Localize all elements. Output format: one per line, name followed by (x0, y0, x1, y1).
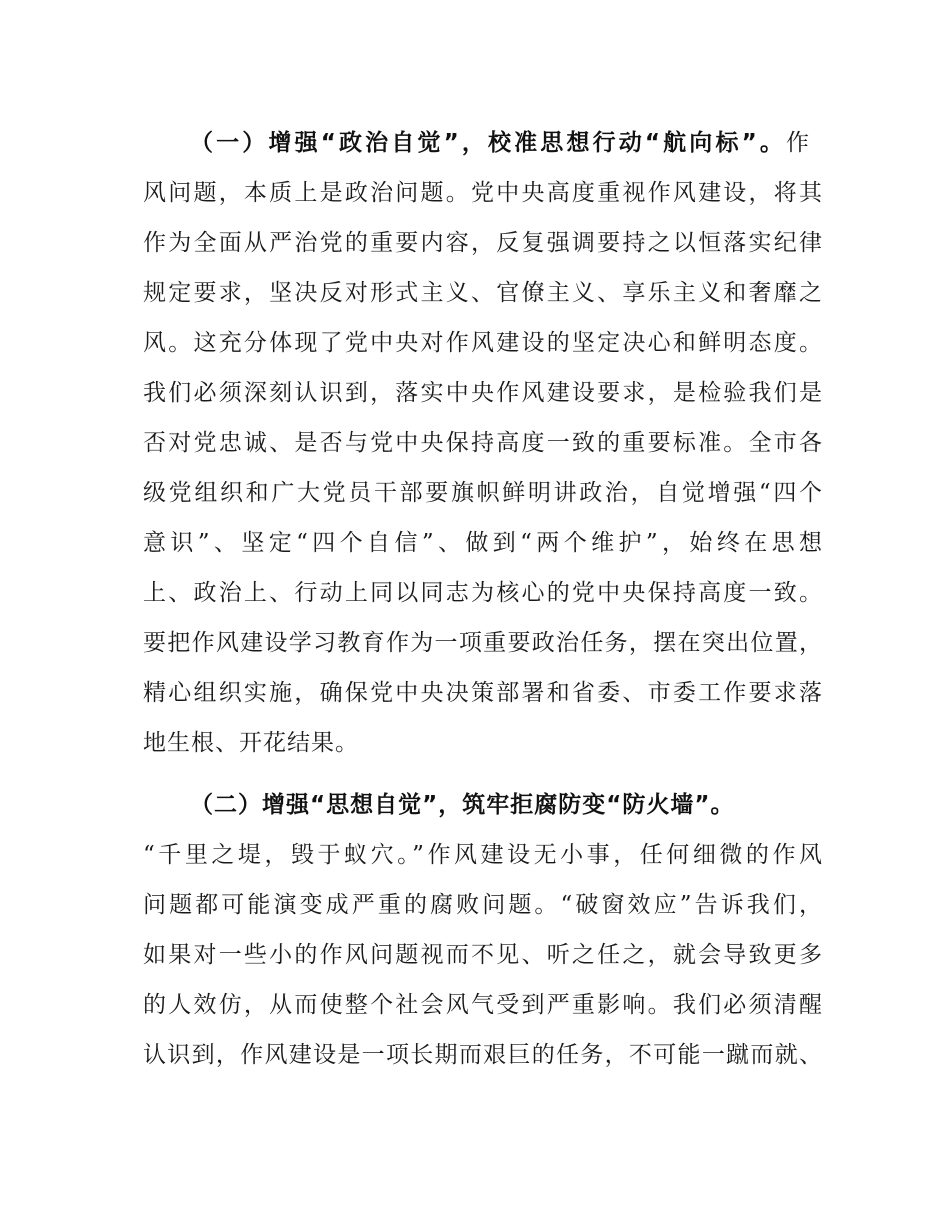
section-1-line: 上、政治上、行动上同以同志为核心的党中央保持高度一致。 (143, 580, 823, 606)
section-1-line: 风问题，本质上是政治问题。党中央高度重视作风建设，将其 (143, 180, 823, 206)
section-2-line: 认识到，作风建设是一项长期而艰巨的任务，不可能一蹴而就、 (143, 1042, 823, 1068)
section-1-first-line (190, 128, 810, 158)
section-1-first-line-tail: 作 (786, 130, 810, 156)
section-1-line: 否对党忠诚、是否与党中央保持高度一致的重要标准。全市各 (143, 430, 823, 456)
section-1-line: 风。这充分体现了党中央对作风建设的坚定决心和鲜明态度。 (143, 330, 823, 356)
section-2-line: “千里之堤，毁于蚁穴。”作风建设无小事，任何细微的作风 (143, 842, 823, 868)
section-2-line: 问题都可能演变成严重的腐败问题。“破窗效应”告诉我们， (143, 892, 823, 918)
section-1-line: 要把作风建设学习教育作为一项重要政治任务，摆在突出位置， (143, 630, 823, 656)
section-1-line: 作为全面从严治党的重要内容，反复强调要持之以恒落实纪律 (143, 230, 823, 256)
section-2-line: 的人效仿，从而使整个社会风气受到严重影响。我们必须清醒 (143, 992, 823, 1018)
section-1-line: 我们必须深刻认识到，落实中央作风建设要求，是检验我们是 (143, 380, 823, 406)
section-1-line: 地生根、开花结果。 (143, 730, 359, 756)
section-1-line: 意识”、坚定“四个自信”、做到“两个维护”，始终在思想 (143, 530, 823, 556)
section-1-heading: （一）增强“政治自觉”，校准思想行动“航向标”。 (190, 130, 786, 156)
section-1-line: 级党组织和广大党员干部要旗帜鲜明讲政治，自觉增强“四个 (143, 480, 823, 506)
section-2-line: 如果对一些小的作风问题视而不见、听之任之，就会导致更多 (143, 942, 823, 968)
section-2-heading: （二）增强“思想自觉”，筑牢拒腐防变“防火墙”。 (190, 792, 735, 818)
section-2-first-line (190, 790, 810, 820)
section-1-line: 精心组织实施，确保党中央决策部署和省委、市委工作要求落 (143, 680, 823, 706)
section-1-line: 规定要求，坚决反对形式主义、官僚主义、享乐主义和奢靡之 (143, 280, 823, 306)
